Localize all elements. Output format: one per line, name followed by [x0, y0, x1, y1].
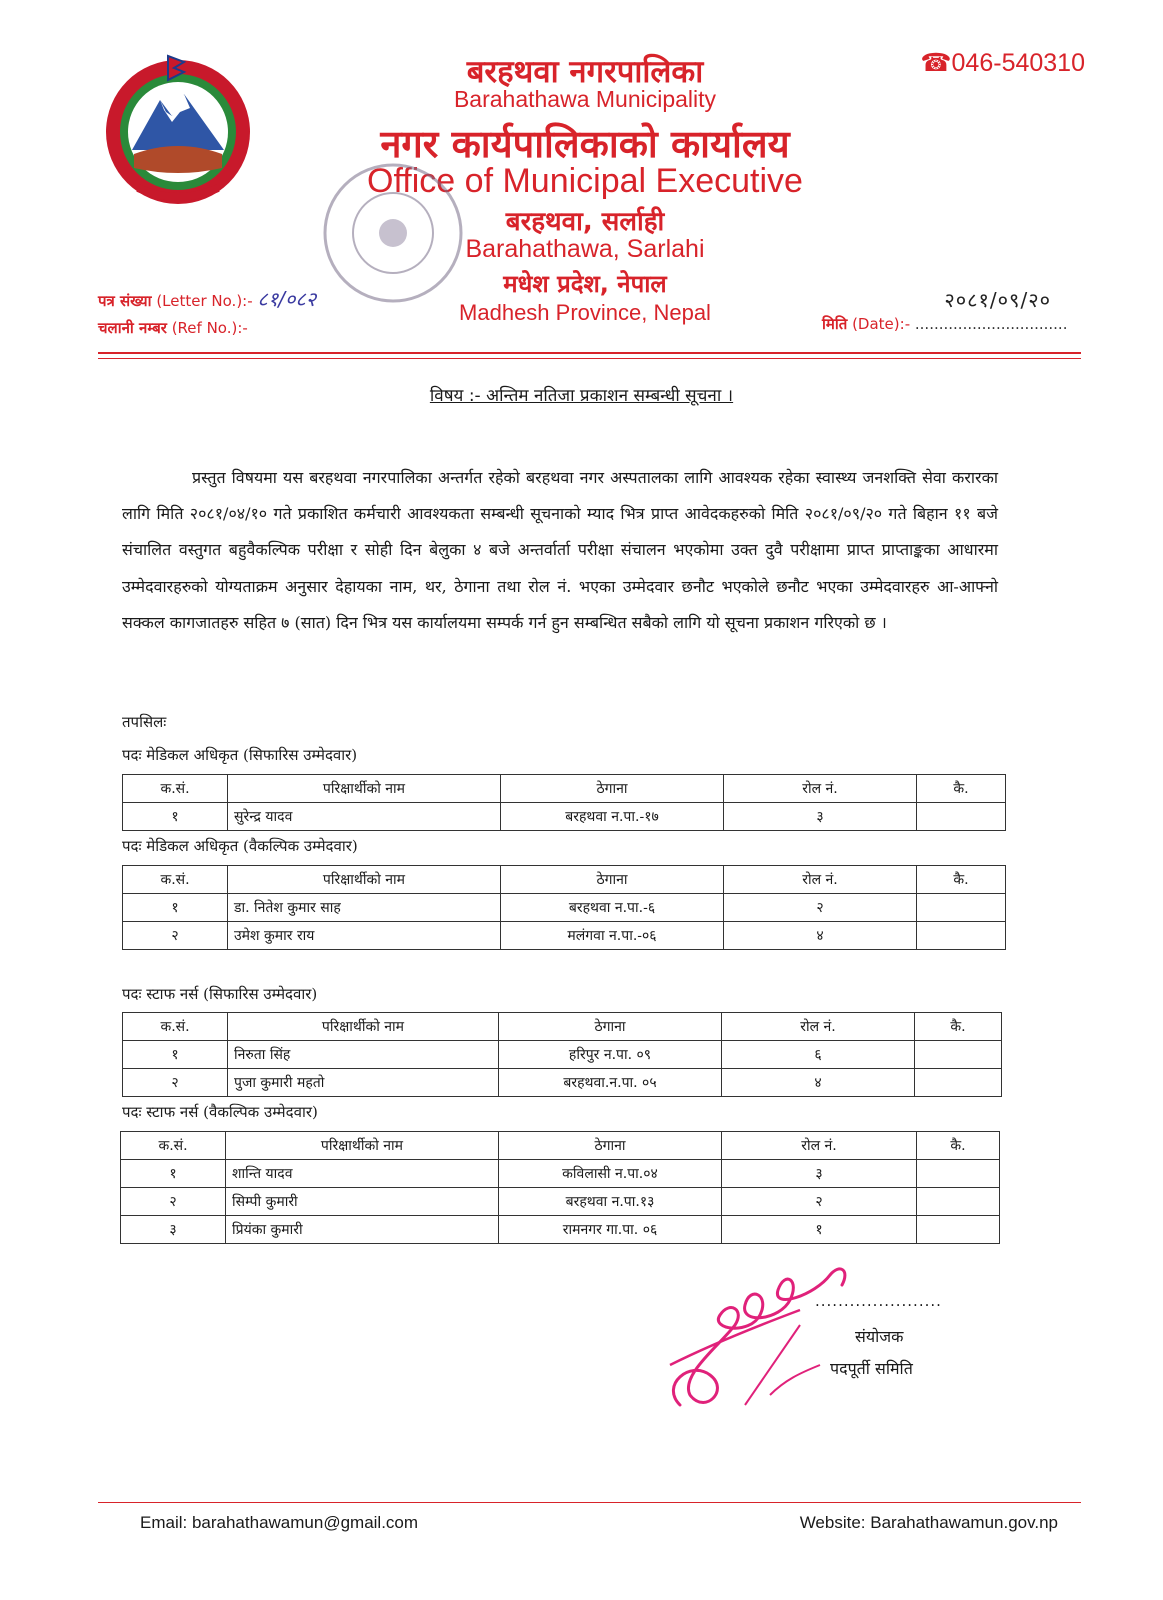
cell-address: बरहथवा.न.पा. ०५	[499, 1069, 722, 1097]
cell-name: सुरेन्द्र यादव	[228, 803, 501, 831]
footer-email: Email: barahathawamun@gmail.com	[140, 1513, 419, 1532]
cell-address: हरिपुर न.पा. ०९	[499, 1041, 722, 1069]
table-header-row	[123, 866, 1006, 894]
details-label: तपसिलः	[122, 713, 167, 731]
cell-sn: १	[123, 803, 228, 831]
cell-roll: २	[724, 894, 917, 922]
office-title-np: नगर कार्यपालिकाको कार्यालय	[380, 122, 790, 166]
cell-remark	[917, 803, 1006, 831]
col-roll: रोल नं.	[724, 775, 917, 803]
cell-name: निरुता सिंह	[228, 1041, 499, 1069]
table-nurse-recommended	[122, 1012, 1002, 1097]
place-en: Barahathawa, Sarlahi	[465, 235, 705, 263]
table-header-row	[123, 1013, 1002, 1041]
subject-line: विषय :- अन्तिम नतिजा प्रकाशन सम्बन्धी सूचना ।	[429, 386, 734, 406]
office-title-en: Office of Municipal Executive	[367, 162, 803, 200]
section-title-medical-alternate: पदः मेडिकल अधिकृत (वैकल्पिक उम्मेदवार)	[122, 837, 358, 855]
cell-address: रामनगर गा.पा. ०६	[499, 1216, 722, 1244]
nepal-emblem-logo	[98, 50, 258, 210]
province-en: Madhesh Province, Nepal	[459, 300, 711, 325]
letter-no: पत्र संख्या (Letter No.):- ८१/०८२	[98, 287, 317, 311]
letter-no-value: ८१/०८२	[257, 287, 317, 311]
col-name: परिक्षार्थीको नाम	[226, 1132, 499, 1160]
table-row	[121, 1160, 1000, 1188]
cell-sn: २	[123, 1069, 228, 1097]
footer-divider	[98, 1502, 1081, 1503]
cell-roll: ३	[722, 1160, 917, 1188]
col-roll: रोल नं.	[724, 866, 917, 894]
cell-sn: २	[121, 1188, 226, 1216]
cell-roll: ४	[724, 922, 917, 950]
table-row	[121, 1188, 1000, 1216]
col-remark: कै.	[917, 866, 1006, 894]
section-title-medical-recommended: पदः मेडिकल अधिकृत (सिफारिस उम्मेदवार)	[122, 746, 358, 764]
col-name: परिक्षार्थीको नाम	[228, 1013, 499, 1041]
cell-sn: २	[123, 922, 228, 950]
cell-remark	[917, 922, 1006, 950]
cell-sn: १	[123, 1041, 228, 1069]
col-sn: क.सं.	[123, 775, 228, 803]
phone-number: ☎046-540310	[920, 49, 1085, 77]
cell-remark	[917, 1188, 1000, 1216]
section-title-nurse-alternate: पदः स्टाफ नर्स (वैकल्पिक उम्मेदवार)	[122, 1103, 318, 1121]
cell-roll: ६	[722, 1041, 915, 1069]
col-sn: क.सं.	[123, 1013, 228, 1041]
signatory-title: संयोजक	[855, 1327, 904, 1346]
municipality-title-np: बरहथवा नगरपालिका	[466, 54, 704, 90]
cell-name: डा. नितेश कुमार साह	[228, 894, 501, 922]
header-divider	[98, 352, 1081, 354]
footer-website: Website: Barahathawamun.gov.np	[799, 1513, 1058, 1532]
table-row	[123, 1069, 1002, 1097]
handwritten-signature	[650, 1255, 860, 1420]
cell-name: शान्ति यादव	[226, 1160, 499, 1188]
place-np: बरहथवा, सर्लाही	[505, 207, 665, 237]
cell-sn: ३	[121, 1216, 226, 1244]
table-row	[123, 894, 1006, 922]
ref-no: चलानी नम्बर (Ref No.):-	[98, 319, 248, 337]
table-row	[123, 1041, 1002, 1069]
table-row	[123, 803, 1006, 831]
col-address: ठेगाना	[501, 866, 724, 894]
date-label: मिति (Date):- ................................	[822, 315, 1068, 333]
col-name: परिक्षार्थीको नाम	[228, 866, 501, 894]
col-address: ठेगाना	[499, 1132, 722, 1160]
notice-body: प्रस्तुत विषयमा यस बरहथवा नगरपालिका अन्तर्गत रहेको बरहथवा नगर अस्पतालका लागि आवश्यक रहेका स्वास्थ्य जनशक्ति सेवा करारका लागि मिति २०८१/०४/१० गते प्रकाशित कर्मचारी आवश्यकता सम्बन्धी सूचनाको म्याद भित्र प्राप्त आवेदकहरुको मिति २०८१/०९/२० गते बिहान ११ बजे संचालित वस्तुगत बहुवैकल्पिक परीक्षा र सोही दिन बेलुका ४ बजे अन्तर्वार्ता परीक्षा संचालन भएकोमा उक्त दुवै परीक्षामा प्राप्त प्राप्ताङ्कका आधारमा उम्मेदवारहरुको योग्यताक्रम अनुसार देहायका नाम, थर, ठेगाना तथा रोल नं. भएका उम्मेदवार छनौट भएकोले छनौट भएका उम्मेदवारहरु आ-आफ्नो सक्कल कागजातहरु सहित ७ (सात) दिन भित्र यस कार्यालयमा सम्पर्क गर्न हुन सम्बन्धित सबैको लागि यो सूचना प्रकाशन गरिएको छ ।	[122, 468, 998, 632]
cell-roll: १	[722, 1216, 917, 1244]
province-np: मधेश प्रदेश, नेपाल	[503, 270, 667, 298]
date-value: २०८१/०९/२०	[944, 288, 1051, 312]
cell-name: प्रियंका कुमारी	[226, 1216, 499, 1244]
cell-address: कविलासी न.पा.०४	[499, 1160, 722, 1188]
cell-name: सिम्पी कुमारी	[226, 1188, 499, 1216]
cell-remark	[917, 894, 1006, 922]
col-roll: रोल नं.	[722, 1132, 917, 1160]
cell-address: मलंगवा न.पा.-०६	[501, 922, 724, 950]
cell-remark	[917, 1160, 1000, 1188]
col-remark: कै.	[917, 775, 1006, 803]
signature-line: ......................	[815, 1292, 942, 1310]
cell-remark	[917, 1216, 1000, 1244]
cell-address: बरहथवा न.पा.-१७	[501, 803, 724, 831]
signatory-committee: पदपूर्ती समिति	[830, 1359, 913, 1378]
cell-remark	[915, 1041, 1002, 1069]
phone-icon: ☎	[920, 49, 952, 77]
col-roll: रोल नं.	[722, 1013, 915, 1041]
cell-address: बरहथवा न.पा.१३	[499, 1188, 722, 1216]
cell-roll: ३	[724, 803, 917, 831]
col-remark: कै.	[915, 1013, 1002, 1041]
table-medical-recommended	[122, 774, 1006, 831]
cell-address: बरहथवा न.पा.-६	[501, 894, 724, 922]
table-row	[123, 922, 1006, 950]
cell-sn: १	[121, 1160, 226, 1188]
table-medical-alternate	[122, 865, 1006, 950]
table-header-row	[121, 1132, 1000, 1160]
col-address: ठेगाना	[499, 1013, 722, 1041]
table-header-row	[123, 775, 1006, 803]
section-title-nurse-recommended: पदः स्टाफ नर्स (सिफारिस उम्मेदवार)	[122, 985, 318, 1003]
table-row	[121, 1216, 1000, 1244]
col-sn: क.सं.	[123, 866, 228, 894]
cell-roll: २	[722, 1188, 917, 1216]
col-address: ठेगाना	[501, 775, 724, 803]
municipality-title-en: Barahathawa Municipality	[453, 86, 717, 112]
cell-sn: १	[123, 894, 228, 922]
header-divider-thin	[98, 358, 1081, 359]
cell-roll: ४	[722, 1069, 915, 1097]
cell-name: उमेश कुमार राय	[228, 922, 501, 950]
table-nurse-alternate	[120, 1131, 1000, 1244]
cell-name: पुजा कुमारी महतो	[228, 1069, 499, 1097]
cell-remark	[915, 1069, 1002, 1097]
col-sn: क.सं.	[121, 1132, 226, 1160]
col-remark: कै.	[917, 1132, 1000, 1160]
col-name: परिक्षार्थीको नाम	[228, 775, 501, 803]
